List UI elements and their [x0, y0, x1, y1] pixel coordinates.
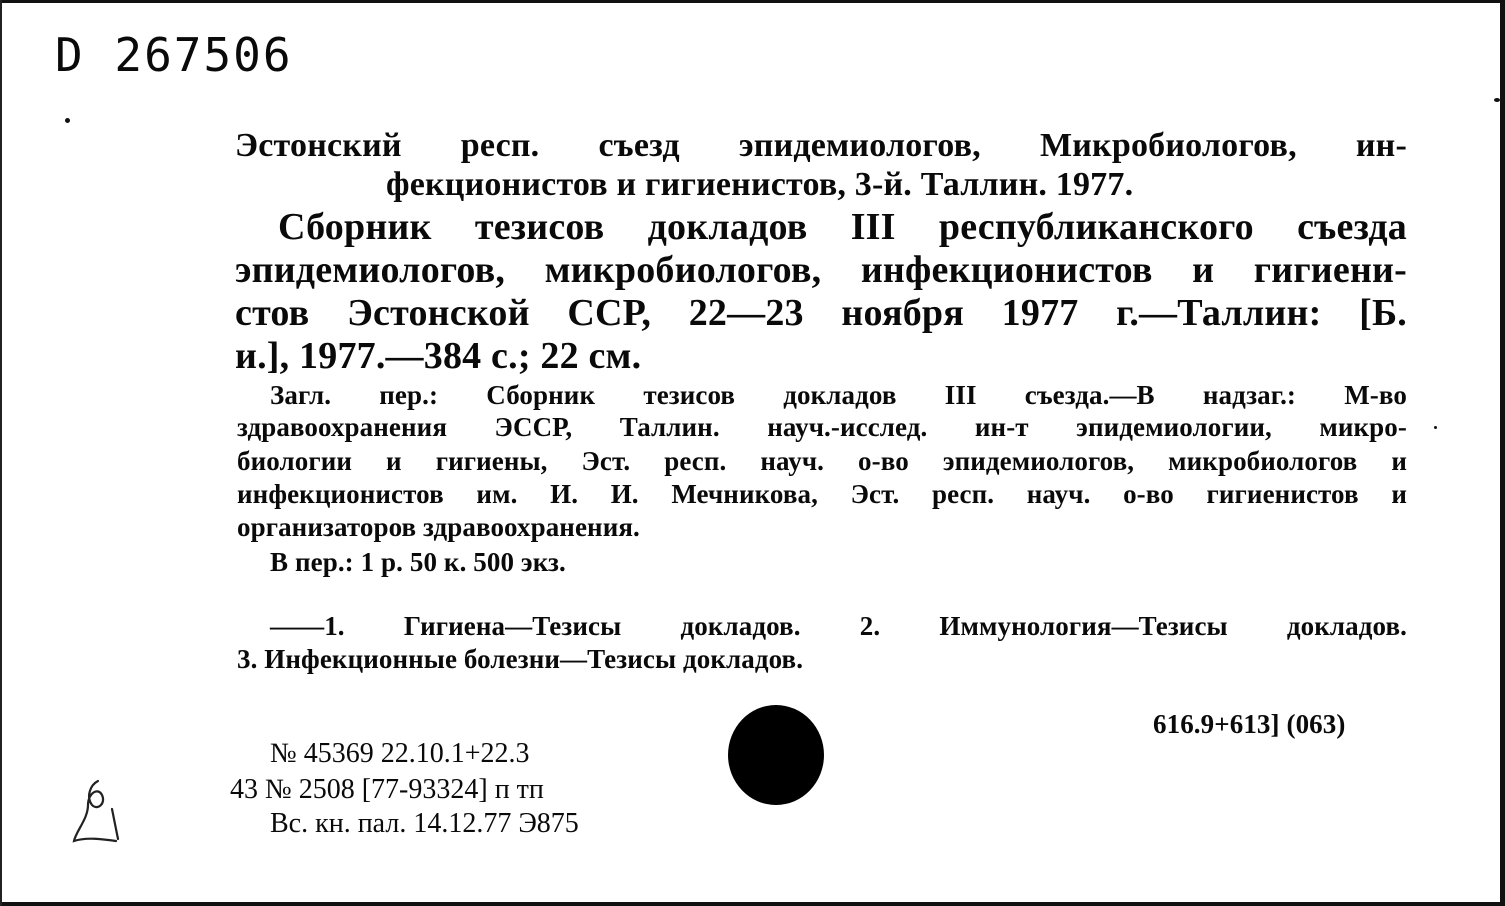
- ink-speck: [1434, 426, 1437, 429]
- subject-line-1: ——1. Гигиена—Тезисы докладов. 2. Иммунология—Тезисы докладов.: [270, 611, 1407, 641]
- catalog-line-2: 43 № 2508 [77-93324] п тп: [230, 774, 544, 805]
- catalog-line-1: № 45369 22.10.1+22.3: [270, 738, 530, 769]
- catalog-line-3: Вс. кн. пал. 14.12.77 Э875: [270, 808, 579, 839]
- card-edge-left: [0, 0, 2, 906]
- card-edge-top: [0, 0, 1505, 3]
- title-line-1: Сборник тезисов докладов III республиканского съезда: [278, 206, 1407, 248]
- note-line-3: биологии и гигиены, Эст. респ. науч. о-во эпидемиологов, микробиологов и: [237, 446, 1407, 476]
- card-edge-bottom: [0, 902, 1505, 906]
- subject-line-2: 3. Инфекционные болезни—Тезисы докладов.: [237, 644, 804, 674]
- heading-line-2: фекционистов и гигиенистов, 3-й. Таллин. 1977.: [386, 166, 1134, 203]
- classification-code: 616.9+613] (063): [1153, 709, 1346, 739]
- card-edge-right: [1500, 0, 1505, 906]
- handwritten-mark-icon: [68, 775, 130, 847]
- title-line-4: и.], 1977.—384 с.; 22 см.: [235, 335, 642, 377]
- heading-line-1: Эстонский респ. съезд эпидемиологов, Микробиологов, ин-: [235, 127, 1407, 164]
- note-line-1: Загл. пер.: Сборник тезисов докладов III съезда.—В надзаг.: М-во: [270, 380, 1407, 410]
- ink-speck: [1494, 98, 1500, 102]
- title-line-2: эпидемиологов, микробиологов, инфекционистов и гигиени-: [235, 249, 1407, 291]
- price-line: В пер.: 1 р. 50 к. 500 экз.: [270, 547, 566, 577]
- note-line-2: здравоохранения ЭССР, Таллин. науч.-исслед. ин-т эпидемиологии, микро-: [237, 412, 1407, 442]
- title-line-3: стов Эстонской ССР, 22—23 ноября 1977 г.—Таллин: [Б.: [235, 292, 1407, 334]
- note-line-4: инфекционистов им. И. И. Мечникова, Эст. респ. науч. о-во гигиенистов и: [237, 479, 1407, 509]
- note-line-5: организаторов здравоохранения.: [237, 512, 640, 542]
- card-punch-hole: [728, 705, 824, 805]
- ink-speck: [65, 118, 70, 123]
- call-number: D 267506: [55, 28, 293, 82]
